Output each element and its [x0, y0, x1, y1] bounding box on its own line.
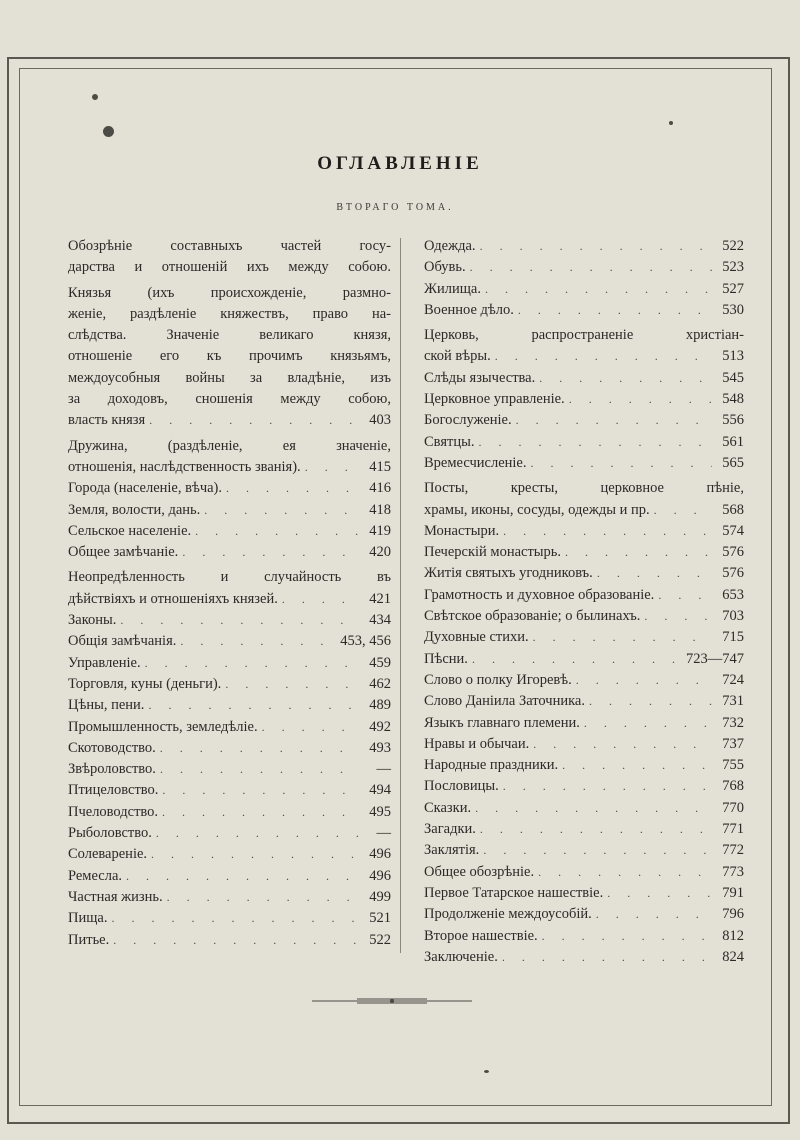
toc-entry-title: Птицеловство. [68, 782, 159, 799]
toc-entry-row [424, 862, 744, 883]
toc-entry-line: Неопредѣленность и случайность въ [68, 569, 391, 586]
toc-page-number: 499 [369, 888, 391, 905]
dot-leader [156, 823, 359, 844]
dot-leader [145, 653, 359, 674]
toc-entry-row [68, 631, 391, 652]
toc-entry [68, 478, 391, 499]
ink-spot [484, 1070, 489, 1073]
dot-leader [597, 563, 712, 584]
toc-entry [424, 325, 744, 368]
toc-entry-line: за доходовъ, сношенія между собою, [68, 391, 391, 408]
toc-entry-title: Слово Даніила Заточника. [424, 693, 585, 710]
dot-leader [226, 478, 359, 499]
toc-entry-row [68, 759, 391, 780]
dot-leader [475, 798, 712, 819]
column-divider [400, 238, 401, 953]
dot-leader [182, 542, 359, 563]
toc-entry-title: Житія святыхъ угодниковъ. [424, 565, 593, 582]
toc-entry [68, 610, 391, 631]
toc-entry-line: Посты, кресты, церковное пѣніе, [424, 480, 744, 497]
toc-entry-line: Обозрѣніе составныхъ частей госу- [68, 238, 391, 254]
toc-entry-row [68, 500, 391, 521]
toc-page-number: 523 [722, 259, 744, 276]
dot-leader [305, 457, 359, 478]
dot-leader [584, 713, 712, 734]
toc-page-number: 770 [722, 799, 744, 816]
toc-entry-row [424, 776, 744, 797]
toc-entry [68, 567, 391, 610]
toc-page-number: 418 [369, 501, 391, 518]
toc-page-number: 773 [722, 863, 744, 880]
toc-page-number: 724 [722, 671, 744, 688]
toc-page-number: 771 [722, 821, 744, 838]
toc-page-number: 824 [722, 948, 744, 965]
toc-entry-row [68, 717, 391, 738]
toc-entry [424, 713, 744, 734]
toc-entry-row [68, 844, 391, 865]
toc-page-number: 731 [722, 693, 744, 710]
toc-entry-line: Церковь, распространеніе христіан- [424, 327, 744, 344]
toc-right-column [424, 236, 744, 968]
toc-entry-title: Звѣроловство. [68, 761, 156, 778]
toc-entry-title: Общія замѣчанія. [68, 633, 177, 650]
toc-entry-title: храмы, иконы, сосуды, одежды и пр. [424, 501, 650, 518]
toc-entry-title: Второе нашествіе. [424, 927, 538, 944]
dot-leader [502, 947, 712, 968]
toc-entry-row [424, 346, 744, 367]
toc-entry-title: Солевареніе. [68, 846, 148, 863]
toc-entry [424, 585, 744, 606]
toc-entry-row [424, 904, 744, 925]
toc-page-number: 548 [722, 391, 744, 408]
toc-entry-row [424, 713, 744, 734]
toc-entry [68, 844, 391, 865]
toc-entry-title: Пословицы. [424, 778, 499, 795]
toc-entry [424, 300, 744, 321]
toc-page-number: 732 [722, 714, 744, 731]
toc-entry [68, 866, 391, 887]
toc-entry-row [68, 410, 391, 431]
toc-page-number: 419 [369, 522, 391, 539]
toc-page-number: 791 [722, 884, 744, 901]
toc-entry-title: Заклятія. [424, 842, 480, 859]
dot-leader [483, 840, 712, 861]
toc-entry-title: Торговля, куны (деньги). [68, 675, 222, 692]
toc-page-number: 568 [722, 501, 744, 518]
toc-entry [424, 521, 744, 542]
dot-leader [518, 300, 712, 321]
toc-page-number: 530 [722, 301, 744, 318]
toc-entry-title: Времесчисленіе. [424, 454, 527, 471]
toc-entry [424, 453, 744, 474]
toc-entry-title: Одежда. [424, 238, 476, 254]
toc-entry [68, 521, 391, 542]
dot-leader [480, 819, 712, 840]
dot-leader [113, 930, 359, 951]
toc-page-number: 434 [369, 612, 391, 629]
toc-entry-row [68, 908, 391, 929]
toc-entry-row [68, 457, 391, 478]
dot-leader [160, 738, 359, 759]
toc-entry-title: ской вѣры. [424, 348, 491, 365]
toc-page-number: 496 [369, 867, 391, 884]
dot-leader [607, 883, 712, 904]
toc-page-number: 755 [722, 757, 744, 774]
toc-entry-row [424, 606, 744, 627]
toc-entry-row [424, 734, 744, 755]
toc-entry-row [424, 500, 744, 521]
toc-page-number: 768 [722, 778, 744, 795]
toc-entry-title: Сельское населеніе. [68, 522, 192, 539]
dot-leader [111, 908, 359, 929]
toc-entry-title: Первое Татарское нашествіе. [424, 884, 604, 901]
toc-entry-row [424, 840, 744, 861]
toc-entry-row [68, 738, 391, 759]
dot-leader [565, 542, 712, 563]
toc-entry [68, 802, 391, 823]
toc-entry-title: Рыболовство. [68, 825, 152, 842]
toc-entry [68, 500, 391, 521]
toc-entry [68, 236, 391, 279]
toc-entry-row [68, 542, 391, 563]
dot-leader [533, 627, 712, 648]
toc-entry [68, 674, 391, 695]
toc-page-number: 416 [369, 480, 391, 497]
toc-page-number: 653 [722, 586, 744, 603]
toc-entry [424, 389, 744, 410]
toc-entry-title: Пѣсни. [424, 650, 468, 667]
toc-left-column [68, 236, 391, 951]
toc-page-number: 496 [369, 846, 391, 863]
toc-entry-title: Промышленность, земледѣліе. [68, 718, 258, 735]
toc-entry-row [424, 947, 744, 968]
dot-leader [148, 695, 359, 716]
toc-page-number: 462 [369, 675, 391, 692]
toc-entry-title: Питье. [68, 931, 110, 948]
dot-leader [204, 500, 359, 521]
toc-page-number: 527 [722, 280, 744, 297]
dot-leader [480, 236, 712, 257]
ink-spot [669, 121, 673, 125]
dot-leader [126, 866, 359, 887]
toc-entry-row [424, 432, 744, 453]
toc-entry [68, 738, 391, 759]
toc-page-number: — [376, 825, 391, 842]
toc-entry-title: Богослуженіе. [424, 412, 512, 429]
dot-leader [478, 432, 712, 453]
toc-entry-row [424, 279, 744, 300]
dot-leader [576, 670, 712, 691]
toc-entry-row [424, 300, 744, 321]
toc-entry-title: Заключеніе. [424, 948, 498, 965]
toc-entry-row [424, 257, 744, 278]
toc-entry-row [68, 610, 391, 631]
toc-page-number: 495 [369, 803, 391, 820]
dot-leader [658, 585, 712, 606]
toc-page-number: 494 [369, 782, 391, 799]
toc-page-number: 737 [722, 735, 744, 752]
toc-page-number: 522 [722, 238, 744, 254]
toc-entry [424, 862, 744, 883]
dot-leader [654, 500, 712, 521]
toc-entry-line: Дружина, (раздѣленіе, ея значеніе, [68, 437, 391, 454]
dot-leader [180, 631, 336, 652]
dot-leader [162, 780, 359, 801]
toc-entry-title: Слово о полку Игоревѣ. [424, 671, 572, 688]
toc-page-number: 723—747 [686, 650, 744, 667]
toc-entry [424, 798, 744, 819]
page-subtitle: ВТОРАГО ТОМА. [336, 202, 454, 213]
toc-page-number: — [376, 761, 391, 778]
dot-leader [495, 346, 712, 367]
toc-entry [68, 780, 391, 801]
toc-entry-row [424, 649, 744, 670]
toc-entry [424, 432, 744, 453]
toc-entry-title: Жилища. [424, 280, 481, 297]
toc-page-number: 715 [722, 629, 744, 646]
toc-page-number: 796 [722, 906, 744, 923]
toc-page-number: 493 [369, 739, 391, 756]
toc-page-number: 522 [369, 931, 391, 948]
toc-entry-row [68, 478, 391, 499]
toc-page-number: 561 [722, 433, 744, 450]
toc-entry-title: Святцы. [424, 433, 475, 450]
dot-leader [569, 389, 712, 410]
toc-entry [424, 478, 744, 521]
toc-entry [68, 759, 391, 780]
dot-leader [562, 755, 712, 776]
toc-entry [424, 691, 744, 712]
toc-entry-title: Нравы и обычаи. [424, 735, 530, 752]
toc-entry [424, 947, 744, 968]
dot-leader [120, 610, 359, 631]
toc-entry [424, 606, 744, 627]
end-ornament [312, 996, 472, 1006]
dot-leader [516, 410, 712, 431]
toc-entry-row [424, 883, 744, 904]
toc-entry-row [424, 542, 744, 563]
toc-entry [424, 257, 744, 278]
toc-page-number: 420 [369, 544, 391, 561]
toc-entry [424, 368, 744, 389]
toc-entry [424, 819, 744, 840]
dot-leader [503, 776, 712, 797]
toc-entry-row [68, 674, 391, 695]
toc-entry-row [424, 563, 744, 584]
toc-page-number: 489 [369, 697, 391, 714]
toc-entry-title: Слѣды язычества. [424, 369, 536, 386]
toc-page-number: 576 [722, 565, 744, 582]
dot-leader [262, 717, 359, 738]
toc-entry [68, 887, 391, 908]
toc-entry-row [424, 627, 744, 648]
toc-page-number: 703 [722, 608, 744, 625]
dot-leader [542, 926, 712, 947]
dot-leader [167, 887, 359, 908]
toc-entry-title: Пища. [68, 910, 108, 927]
toc-entry [424, 649, 744, 670]
toc-entry-title: власть князя [68, 412, 146, 429]
dot-leader [162, 802, 359, 823]
toc-page-number: 403 [369, 412, 391, 429]
toc-entry-line: женіе, раздѣленіе княжествъ, право на- [68, 305, 391, 322]
toc-entry-title: Народные праздники. [424, 757, 559, 774]
toc-entry-row [424, 798, 744, 819]
toc-entry [68, 436, 391, 479]
toc-page-number: 772 [722, 842, 744, 859]
dot-leader [538, 862, 712, 883]
toc-page-number: 453, 456 [340, 633, 391, 650]
dot-leader [503, 521, 712, 542]
toc-entry-row [424, 521, 744, 542]
toc-entry-title: Духовные стихи. [424, 629, 529, 646]
toc-entry-line: междоусобныя войны за владѣніе, изъ [68, 369, 391, 386]
toc-page-number: 421 [369, 590, 391, 607]
dot-leader [151, 844, 359, 865]
toc-entry-title: Ремесла. [68, 867, 123, 884]
dot-leader [485, 279, 712, 300]
toc-page-number: 459 [369, 654, 391, 671]
dot-leader [282, 589, 359, 610]
dot-leader [195, 521, 359, 542]
toc-entry [68, 283, 391, 432]
toc-entry [424, 236, 744, 257]
dot-leader [589, 691, 712, 712]
toc-entry-title: Скотоводство. [68, 739, 156, 756]
toc-entry-row [68, 866, 391, 887]
toc-entry [68, 823, 391, 844]
dot-leader [472, 649, 682, 670]
toc-entry-title: Церковное управленіе. [424, 391, 565, 408]
toc-page-number: 492 [369, 718, 391, 735]
toc-entry [424, 883, 744, 904]
toc-entry-title: отношенія, наслѣдственность званія). [68, 458, 301, 475]
toc-entry-row [68, 653, 391, 674]
toc-entry-title: Пчеловодство. [68, 803, 159, 820]
toc-entry-row [424, 236, 744, 257]
dot-leader [160, 759, 359, 780]
toc-entry-row [68, 521, 391, 542]
toc-entry-row [424, 585, 744, 606]
toc-entry [424, 734, 744, 755]
toc-entry-row [68, 780, 391, 801]
dot-leader [539, 368, 712, 389]
toc-entry-row [68, 887, 391, 908]
toc-entry [424, 279, 744, 300]
page-title: ОГЛАВЛЕНІЕ [317, 153, 483, 174]
toc-entry-title: Общее обозрѣніе. [424, 863, 535, 880]
toc-entry-row [424, 755, 744, 776]
toc-entry-title: Сказки. [424, 799, 472, 816]
dot-leader [225, 674, 359, 695]
dot-leader [470, 257, 712, 278]
toc-entry-row [424, 453, 744, 474]
toc-entry-title: Законы. [68, 612, 117, 629]
toc-entry [68, 695, 391, 716]
toc-entry-title: Военное дѣло. [424, 301, 514, 318]
toc-entry-title: Земля, волости, дань. [68, 501, 201, 518]
toc-entry [68, 542, 391, 563]
toc-entry-row [424, 819, 744, 840]
dot-leader [644, 606, 712, 627]
toc-entry-title: дѣйствіяхъ и отношеніяхъ князей. [68, 590, 278, 607]
toc-entry [424, 563, 744, 584]
toc-entry [424, 840, 744, 861]
toc-page-number: 415 [369, 458, 391, 475]
toc-entry-line: Князья (ихъ происхожденіе, размно- [68, 284, 391, 301]
toc-page-number: 574 [722, 522, 744, 539]
toc-entry-row [68, 695, 391, 716]
toc-entry [424, 410, 744, 431]
toc-entry-line: слѣдства. Значеніе великаго князя, [68, 327, 391, 344]
toc-entry-row [424, 389, 744, 410]
toc-entry-title: Печерскій монастырь. [424, 544, 562, 561]
toc-entry [424, 926, 744, 947]
toc-entry [424, 755, 744, 776]
toc-entry-title: Обувь. [424, 259, 466, 276]
ink-spot [103, 126, 114, 137]
toc-entry [424, 776, 744, 797]
toc-entry-title: Монастыри. [424, 522, 500, 539]
dot-leader [530, 453, 712, 474]
toc-entry [68, 631, 391, 652]
dot-leader [533, 734, 712, 755]
toc-entry-line: дарства и отношеній ихъ между собою. [68, 259, 391, 276]
toc-page-number: 812 [722, 927, 744, 944]
toc-page-number: 576 [722, 544, 744, 561]
toc-entry [68, 930, 391, 951]
toc-entry-title: Города (населеніе, вѣча). [68, 480, 222, 497]
toc-entry-title: Управленіе. [68, 654, 141, 671]
toc-entry-title: Свѣтское образованіе; о былинахъ. [424, 608, 641, 625]
toc-entry-row [68, 802, 391, 823]
toc-page-number: 556 [722, 412, 744, 429]
toc-entry [424, 670, 744, 691]
toc-entry [68, 653, 391, 674]
toc-entry [424, 542, 744, 563]
toc-entry-row [424, 368, 744, 389]
toc-entry-row [424, 410, 744, 431]
toc-entry-row [68, 823, 391, 844]
toc-entry-row [424, 926, 744, 947]
toc-entry-row [424, 691, 744, 712]
toc-entry-title: Продолженіе междоусобій. [424, 906, 592, 923]
toc-entry-title: Грамотность и духовное образованіе. [424, 586, 655, 603]
toc-entry-row [424, 670, 744, 691]
toc-entry-title: Цѣны, пени. [68, 697, 145, 714]
toc-entry-line: отношеніе его къ прочимъ князьямъ, [68, 348, 391, 365]
toc-entry-row [68, 589, 391, 610]
toc-entry-title: Общее замѣчаніе. [68, 544, 179, 561]
toc-entry-row [68, 930, 391, 951]
toc-page-number: 513 [722, 348, 744, 365]
toc-page-number: 521 [369, 910, 391, 927]
dot-leader [149, 410, 359, 431]
toc-entry-title: Загадки. [424, 821, 476, 838]
toc-page-number: 545 [722, 369, 744, 386]
toc-entry [68, 908, 391, 929]
toc-entry [424, 904, 744, 925]
toc-page-number: 565 [722, 454, 744, 471]
dot-leader [596, 904, 712, 925]
toc-entry [68, 717, 391, 738]
toc-entry [424, 627, 744, 648]
toc-entry-title: Языкъ главнаго племени. [424, 714, 580, 731]
toc-entry-title: Частная жизнь. [68, 888, 163, 905]
ink-spot [92, 94, 98, 100]
